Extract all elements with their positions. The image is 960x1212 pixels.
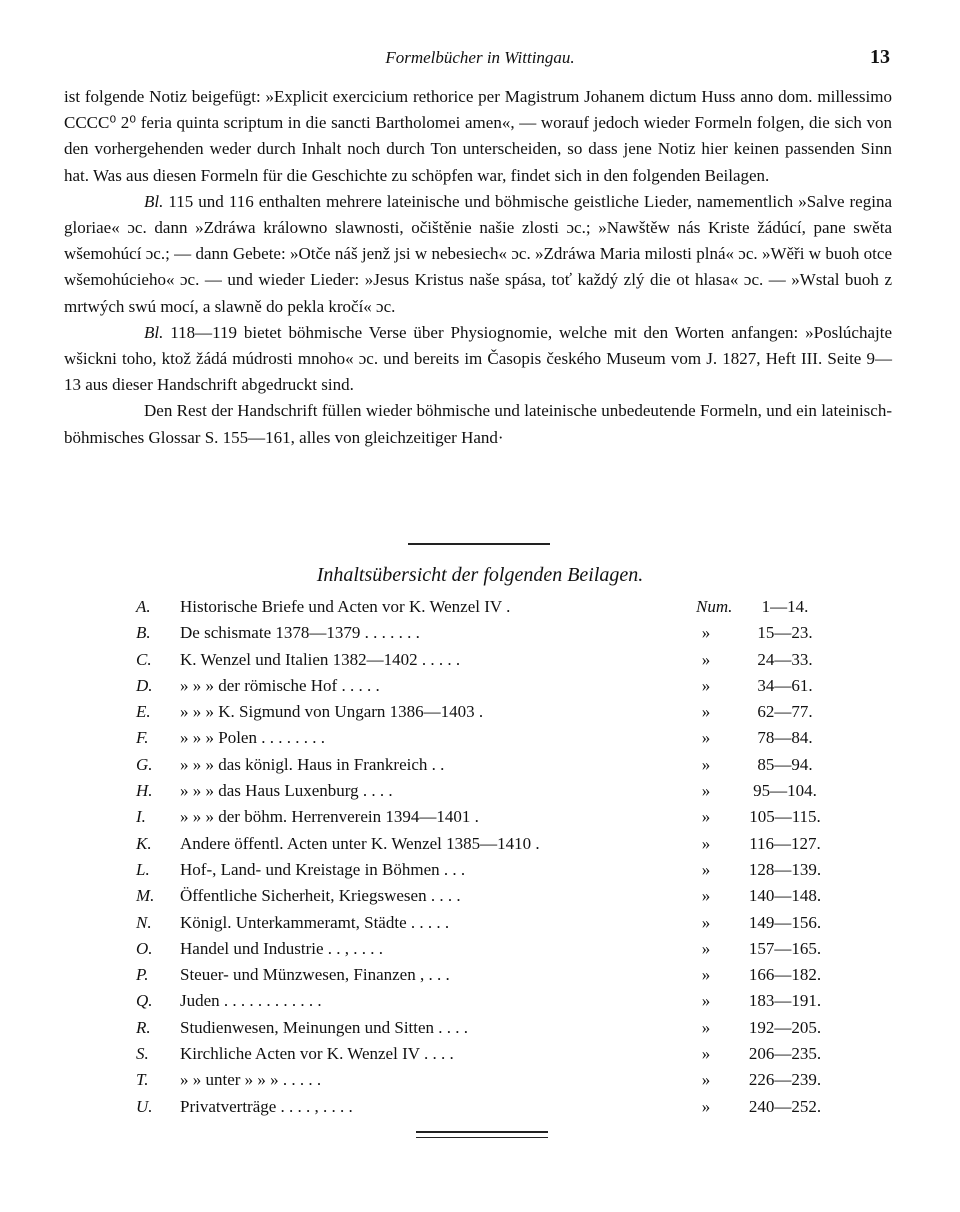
toc-entry: Andere öffentl. Acten unter K. Wenzel 1385—1410 . [180,833,540,853]
toc-ditto: » [701,702,711,722]
toc-entry: Königl. Unterkammeramt, Städte . . . . . [180,912,450,932]
page-number: 13 [870,46,890,68]
folio-abbrev: Bl. [144,191,164,211]
paragraph-2-text: 115 und 116 enthalten mehrere lateinische und böhmische geistliche Lieder, namementlich »Salve regina gloriae« ɔc. dann »Zdráwa králowno slawnosti, očištěnie našie zlosti ɔc.; »Nawštěw nás Kriste žádúcí, pane swěta wšemohúcí ɔc.; — dann Gebete: »Otče náš jenž jsi w nebesiech« ɔc. »Zdráwa Maria milosti plná« ɔc. »Wěři w buoh otce wšemohúcieho« ɔc. — und wieder Lieder: »Jesus Kristus naše spása, toť každý zlý die ot hlasa« ɔc. — »Wstal buoh z mrtwých swú mocí, a slawně do pekla kročí« ɔc. [64,191,892,316]
toc-row [136,1015,856,1041]
toc-ditto: » [701,859,711,879]
toc-entry: Privatverträge . . . . , . . . . [180,1096,353,1116]
toc-range: 105—115. [749,807,821,827]
toc-letter: I. [136,807,146,827]
toc-letter: R. [136,1017,151,1037]
toc-entry: » » » der römische Hof . . . . . [180,675,380,695]
toc-entry: » » unter » » » . . . . . [180,1070,322,1090]
toc-entry: Öffentliche Sicherheit, Kriegswesen . . . . [180,886,461,906]
toc-range: 157—165. [748,938,822,958]
toc-letter: N. [136,912,152,932]
table-of-contents [136,594,856,1120]
toc-letter: C. [136,649,152,669]
toc-letter: U. [136,1096,153,1116]
page-header [64,48,896,74]
toc-row [136,804,856,830]
paragraph-1: ist folgende Notiz beigefügt: »Explicit exercicium rethorice per Magistrum Johanem dictum Huss anno dom. millessimo CCCC⁰ 2⁰ feria quinta scriptum in die sancti Bartholomei amen«, — worauf jedoch wieder Formeln folgen, die sich von den vorhergehenden weder durch Inhalt noch durch Ton unterscheiden, so dass jene Notiz hier keinen passenden Sinn hat. Was aus diesen Formeln für die Geschichte zu schöpfen war, findet sich in den folgenden Beilagen. [64,87,892,185]
toc-row [136,594,856,620]
end-rule-bottom [416,1137,548,1138]
toc-range: 140—148. [748,886,822,906]
toc-range: 34—61. [757,675,813,695]
toc-row [136,1067,856,1093]
toc-entry: Kirchliche Acten vor K. Wenzel IV . . . . [180,1044,454,1064]
toc-ditto: » [701,886,711,906]
toc-entry: » » » Polen . . . . . . . . [180,728,325,748]
toc-ditto: » [701,1096,711,1116]
toc-entry: Juden . . . . . . . . . . . . [180,991,322,1011]
toc-entry: K. Wenzel und Italien 1382—1402 . . . . . [180,649,461,669]
toc-entry: Historische Briefe und Acten vor K. Wenzel IV . [180,597,511,616]
toc-letter: M. [136,886,155,906]
toc-row [136,883,856,909]
paragraph-3-text: 118—119 bietet böhmische Verse über Physiognomie, welche mit den Worten anfangen: »Poslúchajte wšickni toho, ktož žádá múdrosti mnoho« ɔc. und bereits im Časopis českého Museum vom J. 1827, Heft III. Seite 9—13 aus dieser Handschrift abgedruckt sind. [64,322,892,395]
toc-row [136,725,856,751]
toc-ditto: Num. [696,597,733,616]
toc-ditto: » [701,938,711,958]
toc-entry: » » » das königl. Haus in Frankreich . . [180,754,445,774]
toc-letter: P. [136,965,149,985]
toc-letter: T. [136,1070,149,1090]
toc-range: 149—156. [748,912,822,932]
end-rule-top [416,1131,548,1133]
toc-row [136,620,856,646]
toc-letter: S. [136,1044,149,1064]
toc-range: 183—191. [748,991,822,1011]
toc-ditto: » [701,781,711,801]
toc-row [136,1041,856,1067]
toc-ditto: » [701,1070,711,1090]
toc-ditto: » [701,965,711,985]
toc-row [136,1094,856,1120]
paragraph-4: Den Rest der Handschrift füllen wieder böhmische und lateinische unbedeutende Formeln, und ein lateinisch-böhmisches Glossar S. 155—161, alles von gleichzeitiger Hand· [64,401,892,447]
toc-letter: E. [136,702,151,722]
toc-row [136,831,856,857]
toc-ditto: » [701,754,711,774]
toc-row [136,647,856,673]
toc-entry: » » » der böhm. Herrenverein 1394—1401 . [180,807,479,827]
toc-ditto: » [701,728,711,748]
toc-row [136,857,856,883]
toc-range: 78—84. [757,728,813,748]
toc-range: 62—77. [757,702,813,722]
toc-ditto: » [701,623,711,643]
toc-letter: A. [136,597,151,616]
toc-ditto: » [701,1044,711,1064]
running-title: Formelbücher in Wittingau. [385,48,575,67]
toc-ditto: » [701,991,711,1011]
toc-ditto: » [701,807,711,827]
section-divider [408,543,550,545]
toc-letter: K. [136,833,152,853]
folio-abbrev: Bl. [144,322,164,342]
toc-range: 192—205. [748,1017,822,1037]
toc-row [136,910,856,936]
toc-row [136,673,856,699]
toc-letter: B. [136,623,151,643]
toc-range: 128—139. [748,859,822,879]
toc-ditto: » [701,833,711,853]
toc-range: 85—94. [757,754,813,774]
body-text [64,84,892,451]
toc-range: 166—182. [748,965,822,985]
paragraph-3 [64,320,892,399]
toc-ditto: » [701,649,711,669]
toc-title: Inhaltsübersicht der folgenden Beilagen. [316,564,644,586]
toc-range: 24—33. [757,649,813,669]
toc-range: 15—23. [757,623,813,643]
toc-entry: » » » K. Sigmund von Ungarn 1386—1403 . [180,702,484,722]
toc-letter: L. [136,859,150,879]
toc-row [136,962,856,988]
toc-ditto: » [701,675,711,695]
toc-entry: Steuer- und Münzwesen, Finanzen , . . . [180,965,450,985]
toc-entry: Handel und Industrie . . , . . . . [180,938,384,958]
toc-letter: G. [136,754,153,774]
toc-range: 1—14. [761,597,809,616]
toc-letter: Q. [136,991,153,1011]
toc-range: 240—252. [748,1096,822,1116]
toc-letter: F. [136,728,149,748]
toc-range: 95—104. [753,781,817,801]
toc-row [136,936,856,962]
toc-range: 226—239. [748,1070,822,1090]
toc-letter: H. [136,781,153,801]
toc-entry: Studienwesen, Meinungen und Sitten . . . . [180,1017,469,1037]
toc-ditto: » [701,912,711,932]
toc-row [136,752,856,778]
toc-letter: D. [136,675,153,695]
toc-range: 206—235. [748,1044,822,1064]
toc-ditto: » [701,1017,711,1037]
toc-row [136,778,856,804]
toc-entry: » » » das Haus Luxenburg . . . . [180,781,393,801]
toc-letter: O. [136,938,153,958]
toc-row [136,699,856,725]
toc-entry: Hof-, Land- und Kreistage in Böhmen . . . [180,859,466,879]
toc-entry: De schismate 1378—1379 . . . . . . . [180,623,420,643]
toc-row [136,988,856,1014]
toc-range: 116—127. [749,833,821,853]
paragraph-2 [64,189,892,320]
